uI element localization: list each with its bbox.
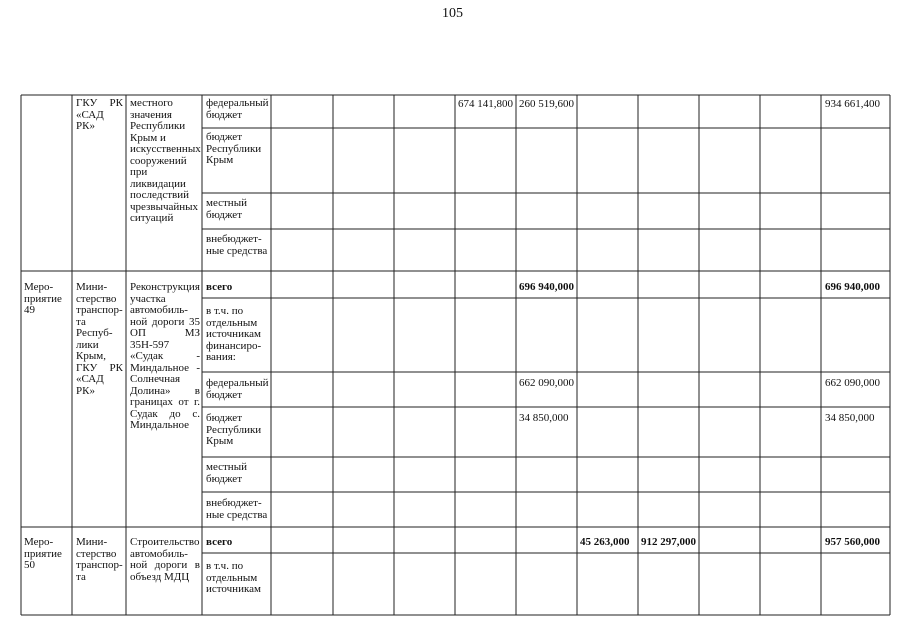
m49-measure: Реконструкция участка автомобиль-ной дороги 35 ОП МЗ 35Н-597 «Судак - Миндальное - Солнечная Долина» в границах от г. Судак до с. Миндальное	[130, 281, 200, 431]
m49-republic-total: 34 850,000	[825, 412, 875, 424]
m50-source-incl: в т.ч. по отдельным источникам	[206, 560, 261, 595]
m50-measure: Строительство автомобиль-ной дороги в объезд МДЦ	[130, 536, 200, 583]
top-source-federal: федеральный бюджет	[206, 97, 269, 121]
top-source-local: местный бюджет	[206, 197, 247, 221]
top-federal-value-1: 674 141,800	[458, 98, 513, 110]
m49-source-total: всего	[206, 281, 233, 293]
m49-total-sum: 696 940,000	[825, 281, 880, 293]
m49-source-federal: федеральный бюджет	[206, 377, 269, 401]
m50-source-total: всего	[206, 536, 233, 548]
m49-federal-value: 662 090,000	[519, 377, 574, 389]
page-number: 105	[442, 6, 463, 21]
top-executor: ГКУ РК «САД РК»	[76, 97, 123, 132]
m50-total-sum: 957 560,000	[825, 536, 880, 548]
m49-source-republic: бюджет Республики Крым	[206, 412, 262, 447]
top-source-offbudget: внебюджет-ные средства	[206, 233, 268, 257]
top-federal-total: 934 661,400	[825, 98, 880, 110]
m50-executor: Мини-стерство транспор-та	[76, 536, 123, 583]
m49-source-incl: в т.ч. по отдельным источникам финансиро-вания:	[206, 305, 262, 363]
m50-total-value-1: 45 263,000	[580, 536, 630, 548]
m49-executor: Мини-стерство транспор-та Респуб-лики Крым, ГКУ РК «САД РК»	[76, 281, 123, 397]
m49-source-local: местный бюджет	[206, 461, 247, 485]
top-measure: местного значения Республики Крым и искусственных сооружений при ликвидации последствий чрезвычайных ситуаций	[130, 97, 201, 224]
m50-total-value-2: 912 297,000	[641, 536, 696, 548]
top-source-republic: бюджет Республики Крым	[206, 131, 262, 166]
top-federal-value-2: 260 519,600	[519, 98, 574, 110]
m49-federal-total: 662 090,000	[825, 377, 880, 389]
m49-source-offbudget: внебюджет-ные средства	[206, 497, 268, 521]
m49-republic-value: 34 850,000	[519, 412, 569, 424]
m49-code: Меро-приятие 49	[24, 281, 62, 316]
m49-total-value: 696 940,000	[519, 281, 574, 293]
m50-code: Меро-приятие 50	[24, 536, 62, 571]
